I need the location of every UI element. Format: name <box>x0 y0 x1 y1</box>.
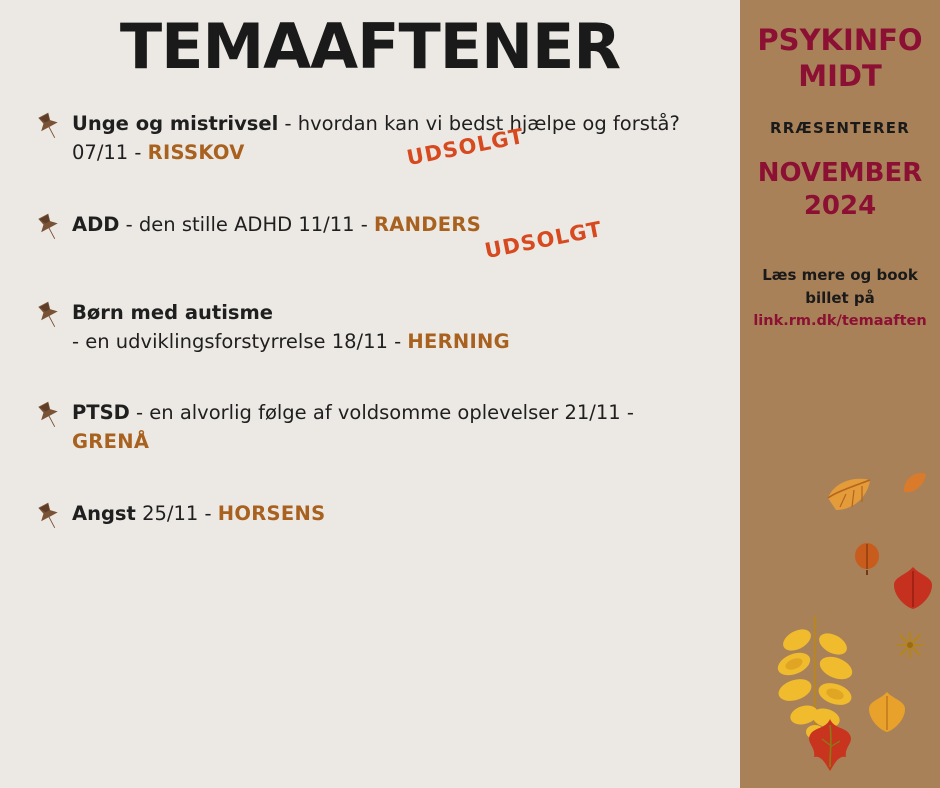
list-item[interactable] <box>26 398 720 457</box>
event-description: - en udviklingsforstyrrelse 18/11 - <box>72 329 408 353</box>
event-description: - den stille ADHD 11/11 - <box>119 212 374 236</box>
presents-label: RRÆSENTERER <box>769 118 910 137</box>
event-description: - hvordan kan vi bedst hjælpe og forstå? 07/11 - <box>72 112 680 165</box>
pushpin-icon <box>26 109 72 141</box>
sidebar <box>740 0 940 788</box>
pushpin-icon <box>26 298 72 330</box>
pushpin-icon <box>26 210 72 242</box>
event-title: Børn med autisme <box>72 300 274 324</box>
list-item[interactable] <box>26 298 720 357</box>
leaf-icon <box>850 540 884 576</box>
brand-line-2: MIDT <box>798 59 882 94</box>
event-title: PTSD <box>72 401 130 425</box>
event-text <box>72 298 510 357</box>
event-title: Angst <box>72 501 136 525</box>
list-item[interactable] <box>26 499 720 543</box>
event-location: RANDERS <box>373 212 482 236</box>
event-description: - en alvorlig følge af voldsomme oplevelser 21/11 - <box>129 401 634 425</box>
booking-link[interactable]: link.rm.dk/temaaften <box>753 313 927 330</box>
event-text <box>72 499 325 528</box>
leaf-icon <box>865 690 909 734</box>
leaf-icon <box>900 468 930 498</box>
status-badge: UDSOLGT <box>482 216 605 263</box>
event-text <box>72 398 712 457</box>
status-badge: UDSOLGT <box>404 123 527 171</box>
month-label: NOVEMBER <box>757 157 923 188</box>
event-description: 25/11 - <box>135 501 218 525</box>
page-title: TEMAAFTENER <box>119 10 621 83</box>
event-title: ADD <box>72 212 120 236</box>
pushpin-icon <box>26 499 72 531</box>
leaf-icon <box>820 470 880 520</box>
event-text <box>72 109 712 171</box>
event-text <box>72 210 481 239</box>
pushpin-icon <box>26 398 72 430</box>
date-block <box>740 157 940 225</box>
event-location: RISSKOV <box>147 141 245 165</box>
event-title: Unge og mistrivsel <box>72 112 279 136</box>
event-location: HORSENS <box>217 501 326 525</box>
leaf-icon <box>800 715 860 775</box>
event-location: GRENÅ <box>72 430 150 454</box>
leaf-icon <box>895 630 925 660</box>
leaf-icon <box>890 565 936 611</box>
list-item[interactable] <box>26 109 720 171</box>
year-label: 2024 <box>803 191 877 222</box>
event-location: HERNING <box>407 329 510 353</box>
event-list <box>0 109 740 543</box>
leaf-icon <box>770 610 860 740</box>
brand-name <box>740 0 940 95</box>
brand-line-1: PSYKINFO <box>757 23 923 57</box>
list-item[interactable] <box>26 210 720 263</box>
booking-info <box>740 264 940 333</box>
booking-text: Læs mere og book billet på <box>762 266 918 307</box>
